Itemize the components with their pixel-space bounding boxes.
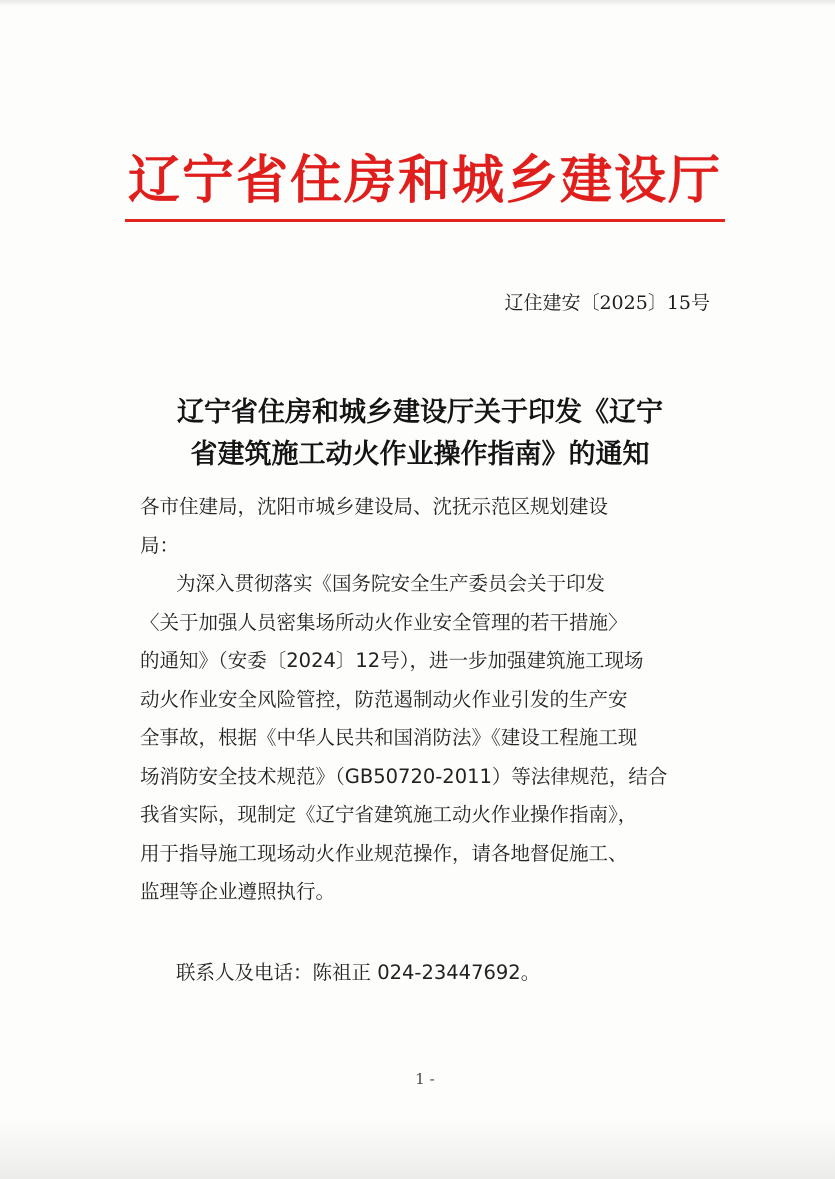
addressee-line: 各市住建局，沈阳市城乡建设局、沈抚示范区规划建设 bbox=[140, 495, 609, 518]
title-line: 辽宁省住房和城乡建设厅关于印发《辽宁 bbox=[177, 397, 663, 428]
contact-line: 联系人及电话：陈祖正 024-23447692。 bbox=[176, 961, 541, 984]
document-title bbox=[120, 392, 720, 476]
body-line: 我省实际，现制定《辽宁省建筑施工动火作业操作指南》， bbox=[140, 803, 638, 826]
page-number: 1 - bbox=[415, 1070, 435, 1088]
title-line: 省建筑施工动火作业操作指南》的通知 bbox=[190, 439, 650, 470]
scan-edge-top bbox=[0, 0, 835, 6]
body-line: 的通知》（安委〔2024〕12号），进一步加强建筑施工现场 bbox=[140, 649, 644, 672]
document-number: 辽住建安〔2025〕15号 bbox=[504, 292, 710, 314]
red-divider bbox=[125, 219, 725, 222]
body-line: 动火作业安全风险管控，防范遏制动火作业引发的生产安 bbox=[140, 687, 628, 711]
scan-edge-bottom bbox=[0, 1119, 835, 1179]
document-body bbox=[140, 488, 720, 912]
body-line: 场消防安全技术规范》（GB50720-2011）等法律规范，结合 bbox=[140, 764, 668, 788]
body-line: 〈关于加强人员密集场所动火作业安全管理的若干措施〉 bbox=[140, 610, 628, 634]
body-line: 监理等企业遵照执行。 bbox=[140, 880, 336, 903]
body-line: 用于指导施工现场动火作业规范操作，请各地督促施工、 bbox=[140, 841, 628, 865]
body-line: 为深入贯彻落实《国务院安全生产委员会关于印发 bbox=[176, 572, 606, 595]
agency-header: 辽宁省住房和城乡建设厅 bbox=[127, 150, 722, 211]
body-line: 全事故，根据《中华人民共和国消防法》《建设工程施工现 bbox=[140, 726, 638, 749]
addressee-line: 局： bbox=[140, 533, 180, 557]
